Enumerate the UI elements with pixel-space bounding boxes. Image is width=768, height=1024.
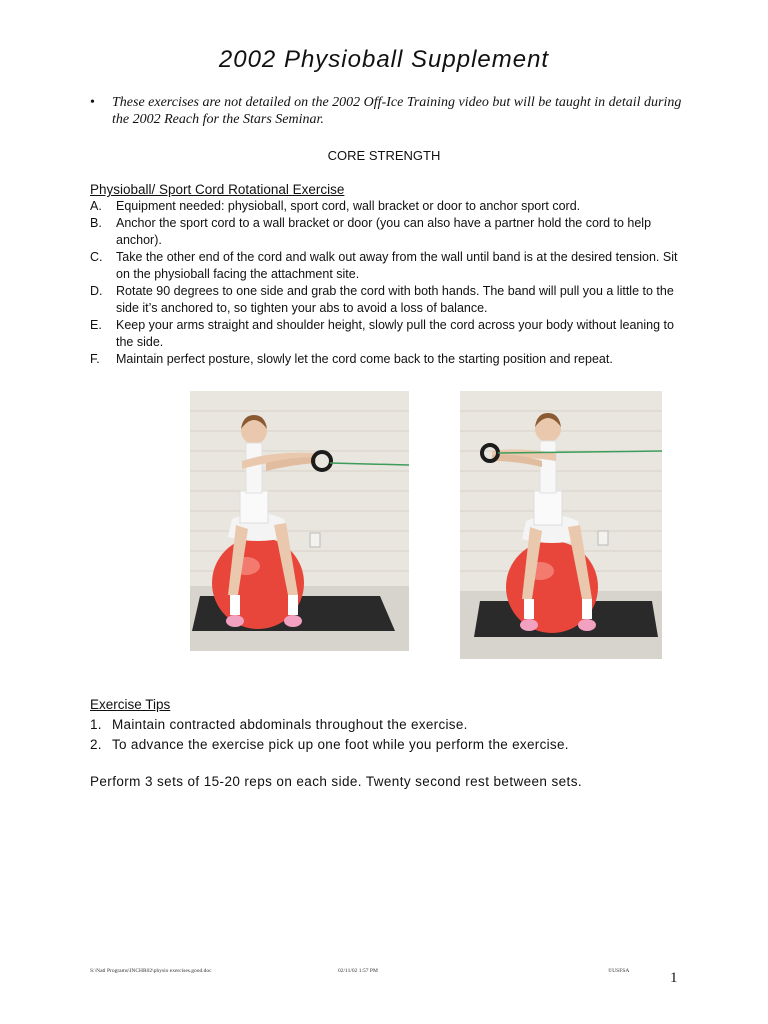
footer-file-path: S:\Natl Programs\INCHR02\physio exercises.good.doc [90,968,212,974]
tip-number: 2. [90,737,102,752]
tip-text: To advance the exercise pick up one foot while you perform the exercise. [112,737,569,752]
page-title: 2002 Physioball Supplement [218,46,550,73]
step-text: Anchor the sport cord to a wall bracket or door (you can also have a partner hold the cord to help anchor). [116,216,652,247]
step-text: Take the other end of the cord and walk out away from the wall until band is at the desired tension. Sit on the physioball facing the attachment site. [116,250,678,281]
intro-text: These exercises are not detailed on the 2002 Off-Ice Training video but will be taught in detail during the 2002 Reach for the Stars Seminar. [112,95,682,127]
exercise-title: Physioball/ Sport Cord Rotational Exercise [90,182,345,197]
exercise-steps [90,198,680,368]
exercise-photo-start [190,391,409,651]
step-letter: B. [90,216,102,230]
step-item [90,317,680,351]
step-item [90,351,680,368]
step-letter: F. [90,352,100,366]
section-heading: CORE STRENGTH [327,148,441,163]
tip-item [90,735,690,755]
step-text: Maintain perfect posture, slowly let the cord come back to the starting position and repeat. [116,352,613,366]
tip-text: Maintain contracted abdominals throughout the exercise. [112,717,468,732]
tip-number: 1. [90,717,102,732]
tip-item [90,715,690,735]
step-item [90,215,680,249]
step-text: Equipment needed: physioball, sport cord, wall bracket or door to anchor sport cord. [116,199,581,213]
page-number: 1 [670,970,678,986]
step-text: Rotate 90 degrees to one side and grab the cord with both hands. The band will pull you a little to the side it’s anchored to, so tighten your abs to avoid a loss of balance. [116,284,674,315]
tips-title: Exercise Tips [90,697,171,712]
bullet-icon: • [90,95,95,110]
step-text: Keep your arms straight and shoulder height, slowly pull the cord across your body without leaning to the side. [116,318,674,349]
footer-date: 02/11/02 1:57 PM [338,968,378,974]
step-letter: A. [90,199,102,213]
tips-list [90,715,690,755]
step-item [90,198,680,215]
step-letter: C. [90,250,103,264]
footer-copyright: ©USFSA [608,968,630,974]
intro-bullet-item [90,94,690,128]
step-letter: D. [90,284,103,298]
step-letter: E. [90,318,102,332]
perform-instructions: Perform 3 sets of 15-20 reps on each side. Twenty second rest between sets. [90,774,582,789]
step-item [90,249,680,283]
step-item [90,283,680,317]
exercise-photo-rotated [460,391,662,659]
